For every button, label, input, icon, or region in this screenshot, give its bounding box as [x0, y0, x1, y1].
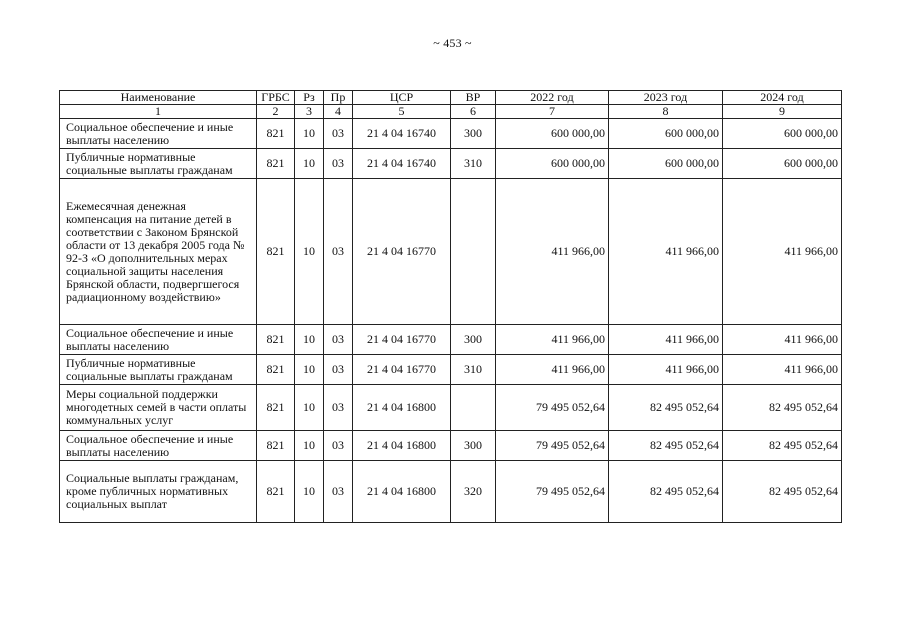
cell-grbs: 821 — [257, 149, 295, 179]
header-2023: 2023 год — [609, 91, 723, 105]
cell-csr: 21 4 04 16740 — [353, 119, 451, 149]
cell-amount-2024: 82 495 052,64 — [723, 431, 842, 461]
cell-grbs: 821 — [257, 179, 295, 325]
cell-vr: 320 — [451, 461, 496, 523]
budget-table — [59, 90, 842, 523]
cell-amount-2022: 600 000,00 — [496, 149, 609, 179]
cell-pr: 03 — [324, 119, 353, 149]
cell-amount-2022: 79 495 052,64 — [496, 431, 609, 461]
cell-rz: 10 — [295, 325, 324, 355]
cell-vr — [451, 179, 496, 325]
cell-amount-2022: 79 495 052,64 — [496, 385, 609, 431]
cell-pr: 03 — [324, 461, 353, 523]
cell-vr: 300 — [451, 119, 496, 149]
header-pr: Пр — [324, 91, 353, 105]
cell-grbs: 821 — [257, 461, 295, 523]
cell-name: Ежемесячная денежная компенсация на питание детей в соответствии с Законом Брянской области от 13 декабря 2005 года № 92-З «О дополнительных мерах социальной защиты населения Брянской области, подвергшегося радиационному воздействию» — [60, 179, 257, 325]
column-number: 4 — [324, 105, 353, 119]
cell-pr: 03 — [324, 325, 353, 355]
cell-amount-2023: 600 000,00 — [609, 149, 723, 179]
header-2022: 2022 год — [496, 91, 609, 105]
column-number: 1 — [60, 105, 257, 119]
cell-amount-2023: 82 495 052,64 — [609, 385, 723, 431]
header-csr: ЦСР — [353, 91, 451, 105]
cell-vr — [451, 385, 496, 431]
cell-amount-2024: 411 966,00 — [723, 179, 842, 325]
cell-amount-2023: 411 966,00 — [609, 355, 723, 385]
cell-name: Меры социальной поддержки многодетных семей в части оплаты коммунальных услуг — [60, 385, 257, 431]
header-2024: 2024 год — [723, 91, 842, 105]
cell-grbs: 821 — [257, 119, 295, 149]
cell-csr: 21 4 04 16770 — [353, 325, 451, 355]
cell-rz: 10 — [295, 355, 324, 385]
table-row — [60, 385, 842, 431]
cell-amount-2024: 82 495 052,64 — [723, 385, 842, 431]
cell-rz: 10 — [295, 179, 324, 325]
cell-name: Социальные выплаты гражданам, кроме публичных нормативных социальных выплат — [60, 461, 257, 523]
table-row — [60, 431, 842, 461]
cell-name: Социальное обеспечение и иные выплаты населению — [60, 325, 257, 355]
cell-amount-2023: 600 000,00 — [609, 119, 723, 149]
cell-vr: 300 — [451, 325, 496, 355]
cell-amount-2023: 82 495 052,64 — [609, 431, 723, 461]
cell-grbs: 821 — [257, 431, 295, 461]
cell-amount-2022: 411 966,00 — [496, 325, 609, 355]
cell-csr: 21 4 04 16770 — [353, 179, 451, 325]
column-number: 3 — [295, 105, 324, 119]
header-row — [60, 91, 842, 105]
cell-amount-2024: 82 495 052,64 — [723, 461, 842, 523]
header-vr: ВР — [451, 91, 496, 105]
cell-pr: 03 — [324, 149, 353, 179]
table-row — [60, 149, 842, 179]
table-row — [60, 461, 842, 523]
cell-rz: 10 — [295, 385, 324, 431]
cell-grbs: 821 — [257, 385, 295, 431]
table-row — [60, 119, 842, 149]
cell-amount-2022: 411 966,00 — [496, 355, 609, 385]
column-number: 6 — [451, 105, 496, 119]
cell-csr: 21 4 04 16770 — [353, 355, 451, 385]
cell-pr: 03 — [324, 179, 353, 325]
column-number: 5 — [353, 105, 451, 119]
cell-vr: 310 — [451, 149, 496, 179]
cell-csr: 21 4 04 16740 — [353, 149, 451, 179]
cell-rz: 10 — [295, 461, 324, 523]
column-number: 7 — [496, 105, 609, 119]
cell-rz: 10 — [295, 149, 324, 179]
cell-vr: 310 — [451, 355, 496, 385]
cell-name: Публичные нормативные социальные выплаты гражданам — [60, 355, 257, 385]
cell-rz: 10 — [295, 431, 324, 461]
header-rz: Рз — [295, 91, 324, 105]
cell-csr: 21 4 04 16800 — [353, 431, 451, 461]
cell-pr: 03 — [324, 385, 353, 431]
cell-vr: 300 — [451, 431, 496, 461]
table-row — [60, 355, 842, 385]
cell-amount-2022: 411 966,00 — [496, 179, 609, 325]
cell-grbs: 821 — [257, 355, 295, 385]
cell-amount-2022: 600 000,00 — [496, 119, 609, 149]
table-row — [60, 179, 842, 325]
cell-csr: 21 4 04 16800 — [353, 385, 451, 431]
cell-name: Социальное обеспечение и иные выплаты населению — [60, 119, 257, 149]
column-number: 8 — [609, 105, 723, 119]
header-grbs: ГРБС — [257, 91, 295, 105]
page-number: ~ 453 ~ — [433, 36, 472, 50]
cell-name: Социальное обеспечение и иные выплаты населению — [60, 431, 257, 461]
cell-amount-2023: 82 495 052,64 — [609, 461, 723, 523]
cell-amount-2024: 600 000,00 — [723, 119, 842, 149]
cell-rz: 10 — [295, 119, 324, 149]
cell-amount-2024: 411 966,00 — [723, 355, 842, 385]
cell-amount-2023: 411 966,00 — [609, 325, 723, 355]
cell-amount-2024: 600 000,00 — [723, 149, 842, 179]
column-number: 9 — [723, 105, 842, 119]
cell-amount-2023: 411 966,00 — [609, 179, 723, 325]
cell-pr: 03 — [324, 431, 353, 461]
cell-amount-2024: 411 966,00 — [723, 325, 842, 355]
cell-grbs: 821 — [257, 325, 295, 355]
cell-name: Публичные нормативные социальные выплаты гражданам — [60, 149, 257, 179]
column-numbering-row — [60, 105, 842, 119]
cell-pr: 03 — [324, 355, 353, 385]
header-name: Наименование — [60, 91, 257, 105]
column-number: 2 — [257, 105, 295, 119]
cell-csr: 21 4 04 16800 — [353, 461, 451, 523]
cell-amount-2022: 79 495 052,64 — [496, 461, 609, 523]
table-row — [60, 325, 842, 355]
